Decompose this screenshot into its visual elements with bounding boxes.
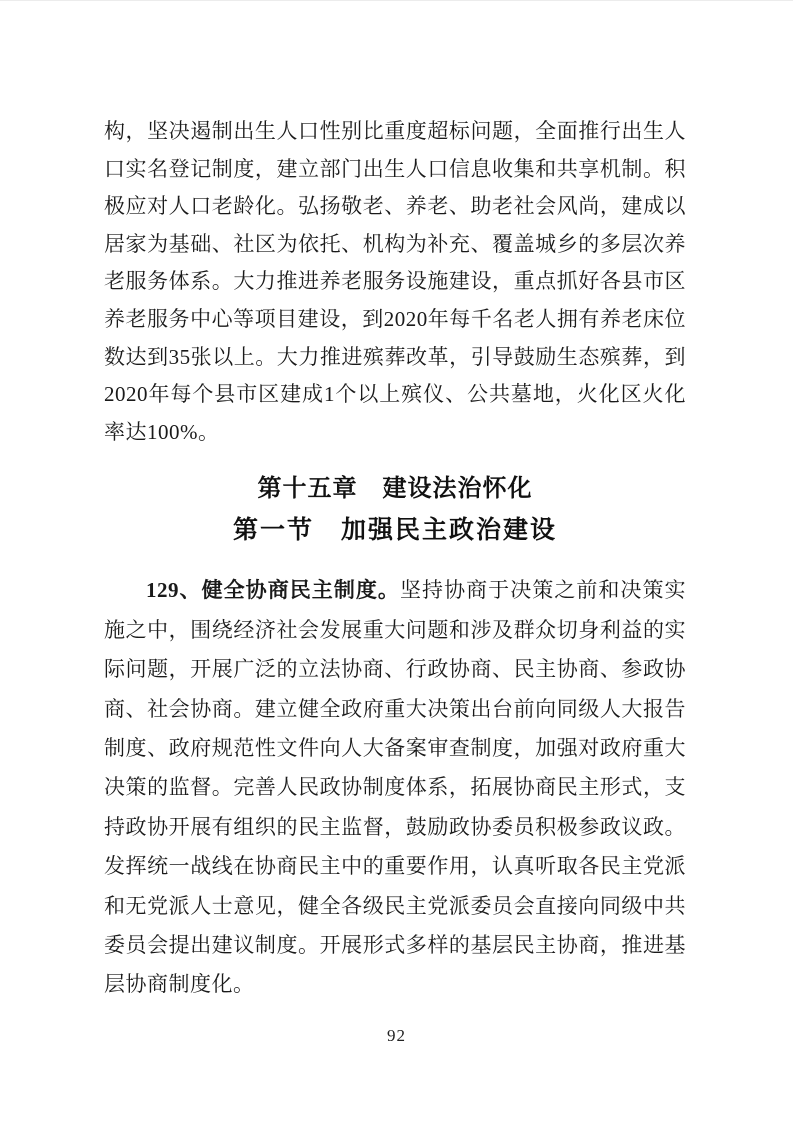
section-heading: 第一节 加强民主政治建设 bbox=[232, 517, 557, 545]
item-paragraph bbox=[104, 571, 686, 1004]
item-body-text: 坚持协商于决策之前和决策实施之中，围绕经济社会发展重大问题和涉及群众切身利益的实际问题，开展广泛的立法协商、行政协商、民主协商、参政协商、社会协商。建立健全政府重大决策出台前向同级人大报告制度、政府规范性文件向人大备案审查制度，加强对政府重大决策的监督。完善人民政协制度体系，拓展协商民主形式，支持政协开展有组织的民主监督，鼓励政协委员积极参政议政。发挥统一战线在协商民主中的重要作用，认真听取各民主党派和无党派人士意见，健全各级民主党派委员会直接向同级中共委员会提出建议制度。开展形式多样的基层民主协商，推进基层协商制度化。 bbox=[104, 578, 687, 997]
item-lead-bold: 129、健全协商民主制度。 bbox=[146, 578, 400, 603]
page-number: 92 bbox=[387, 1026, 406, 1045]
chapter-heading: 第十五章 建设法治怀化 bbox=[257, 475, 533, 503]
paragraph-continued: 构，坚决遏制出生人口性别比重度超标问题，全面推行出生人口实名登记制度，建立部门出生人口信息收集和共享机制。积极应对人口老龄化。弘扬敬老、养老、助老社会风尚，建成以居家为基础、社区为依托、机构为补充、覆盖城乡的多层次养老服务体系。大力推进养老服务设施建设，重点抓好各县市区养老服务中心等项目建设，到2020年每千名老人拥有养老床位数达到35张以上。大力推进殡葬改革，引导鼓励生态殡葬，到2020年每个县市区建成1个以上殡仪、公共墓地，火化区火化率达100%。 bbox=[104, 119, 686, 444]
page-content bbox=[104, 113, 686, 1005]
